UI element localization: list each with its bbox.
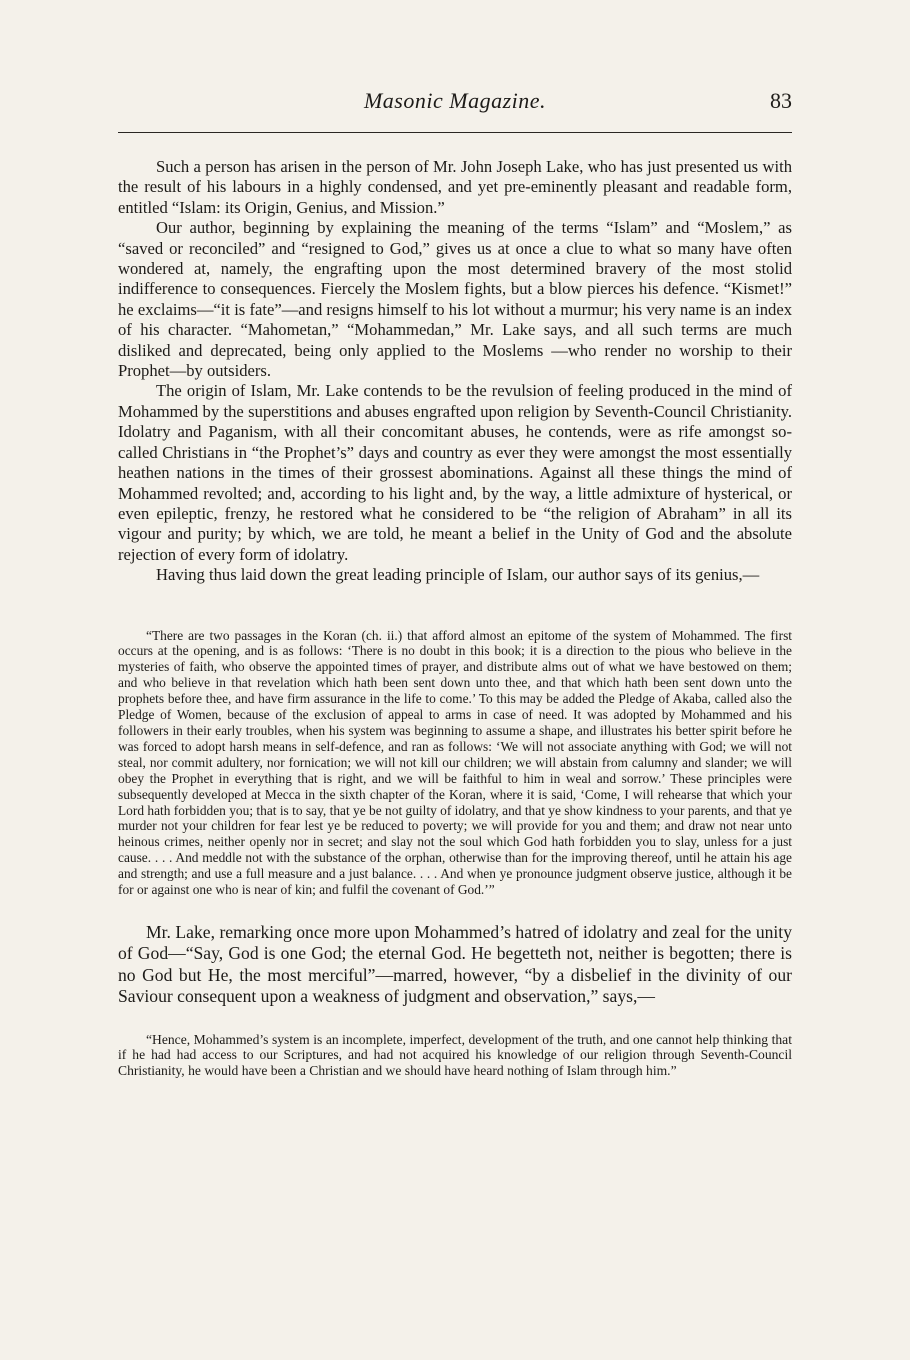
running-head (118, 88, 792, 118)
paragraph-2: Our author, beginning by explaining the meaning of the terms “Islam” and “Moslem,” as “saved or reconciled” and “resigned to God,” gives us at once a clue to what so many have often wondered at, namely, the engrafting upon the most determined bravery of the most stolid indifference to consequences. Fiercely the Moslem fights, but a blow pierces his defence. “Kismet!” he exclaims—“it is fate”—and resigns himself to his lot without a murmur; his very name is an index of his character. “Mahometan,” “Mohammedan,” Mr. Lake says, and all such terms are much disliked and deprecated, being only applied to the Moslems —who render no worship to their Prophet—by outsiders. (118, 218, 792, 381)
paragraph-5: Mr. Lake, remarking once more upon Mohammed’s hatred of idolatry and zeal for the unity of God—“Say, God is one God; the eternal God. He begetteth not, neither is begotten; there is no God but He, the most merciful”—marred, however, “by a disbelief in the divinity of our Saviour consequent upon a weakness of judgment and observation,” says,— (118, 921, 792, 1007)
paragraph-4: Having thus laid down the great leading principle of Islam, our author says of its genius,— (156, 565, 760, 585)
block-quote-koran (118, 628, 792, 898)
running-title: Masonic Magazine. (363, 88, 547, 113)
paragraph-3: The origin of Islam, Mr. Lake contends to be the revulsion of feeling produced in the mind of Mohammed by the superstitions and abuses engrafted upon religion by Seventh-Council Christianity. Idolatry and Paganism, with all their concomitant abuses, he contends, were as rife amongst so-called Christians in “the Prophet’s” days and country as ever they were amongst the most essentially heathen nations in the times of their grossest abominations. Against all these things the mind of Mohammed revolted; and, according to his light and, by the way, a little admixture of hysterical, or even epileptic, frenzy, he restored what he considered to be “the religion of Abraham” in all its vigour and purity; by which, we are told, he meant a belief in the Unity of God and the absolute rejection of every form of idolatry. (118, 381, 792, 564)
paragraph-1: Such a person has arisen in the person of Mr. John Joseph Lake, who has just presented us with the result of his labours in a highly condensed, and yet pre-eminently pleasant and readable form, entitled “Islam: its Origin, Genius, and Mission.” (118, 157, 792, 217)
quote-text-2: “Hence, Mohammed’s system is an incomplete, imperfect, development of the truth, and one cannot help thinking that if he had had access to our Scriptures, and had not acquired his knowledge of our religion through Seventh-Council Christianity, he would have been a Christian and we should have heard nothing of Islam through him.” (118, 1031, 792, 1078)
block-quote-conclusion (118, 1032, 792, 1079)
page-number: 83 (770, 88, 792, 113)
article-body (118, 157, 792, 586)
article-body-continued (118, 922, 792, 1008)
quote-text-1: “There are two passages in the Koran (ch. ii.) that afford almost an epitome of the system of Mohammed. The first occurs at the opening, and is as follows: ‘There is no doubt in this book; it is a direction to the pious who believe in the mysteries of faith, who observe the appointed times of prayer, and distribute alms out of what we have bestowed on them; and who believe in that revelation which hath been sent down unto thee, and that which hath been sent down unto the prophets before thee, and have firm assurance in the life to come.’ To this may be added the Pledge of Akaba, called also the Pledge of Women, because of the exclusion of appeal to arms in case of need. It was adopted by Mohammed and his followers in their early troubles, when his system was beginning to assume a shape, and illustrates his better spirit before he was forced to adopt harsh means in self-defence, and ran as follows: ‘We will not associate anything with God; we will not steal, nor commit adultery, nor fornication; we will not kill our children; we will abstain from calumny and slander; we will obey the Prophet in everything that is right, and we will be faithful to him in weal and sorrow.’ These principles were subsequently developed at Mecca in the sixth chapter of the Koran, where it is said, ‘Come, I will rehearse that which your Lord hath forbidden you; that is to say, that ye be not guilty of idolatry, and that ye show kindness to your parents, and that ye murder not your children for fear lest ye be reduced to poverty; we will provide for you and them; and draw not near unto heinous crimes, neither openly nor in secret; and slay not the soul which God hath forbidden you to slay, unless for a just cause. . . . And meddle not with the substance of the orphan, otherwise than for the improving thereof, until he attain his age and strength; and use a full measure and a just balance. . . . And when ye pronounce judgment observe justice, although it be for or against one who is near of kin; and fulfil the covenant of God.’” (118, 627, 792, 898)
header-rule (118, 132, 792, 133)
